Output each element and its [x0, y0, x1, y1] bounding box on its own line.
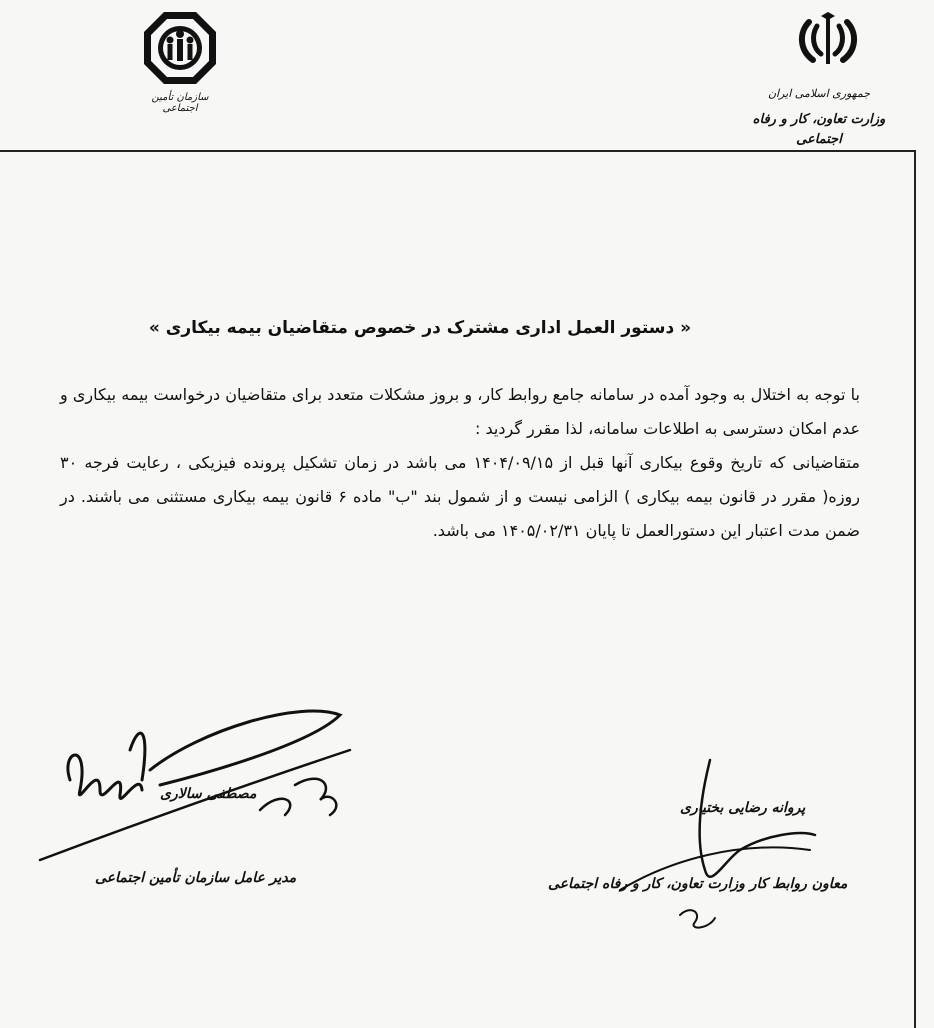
left-signatory-name: مصطفی سالاری: [160, 786, 257, 802]
paragraph-2: متقاضیانی که تاریخ وقوع بیکاری آنها قبل از ۱۴۰۴/۰۹/۱۵ می باشد در زمان تشکیل پرونده فیزیکی ، رعایت فرجه ۳۰ روزه( مقرر در قانون بیمه بیکاری ) الزامی نیست و از شمول بند "ب" ماده ۶ قانون بیمه بیکاری مستثنی می باشند. در ضمن مدت اعتبار این دستورالعمل تا پایان ۱۴۰۵/۰۲/۳۱ می باشد.: [60, 453, 860, 540]
tamin-ejtemaei-logo-icon: [140, 8, 220, 88]
org-caption: سازمان تأمین اجتماعی: [151, 92, 209, 114]
left-signatory-title: مدیر عامل سازمان تأمین اجتماعی: [95, 870, 297, 886]
right-signatory-title: معاون روابط کار وزارت تعاون، کار و رفاه اجتماعی: [548, 876, 848, 892]
government-line: جمهوری اسلامی ایران: [767, 87, 871, 100]
government-header: [734, 78, 904, 156]
right-signature-icon: [590, 740, 830, 940]
iran-emblem-icon: [795, 10, 861, 70]
document-body: [60, 378, 860, 548]
page-edge: [914, 150, 916, 1028]
right-signatory-name: پروانه رضایی بختیاری: [680, 800, 806, 816]
ministry-line: وزارت تعاون، کار و رفاه اجتماعی: [752, 112, 886, 147]
document-title: « دستور العمل اداری مشترک در خصوص متقاضیان بیمه بیکاری »: [148, 318, 692, 338]
paragraph-1: با توجه به اختلال به وجود آمده در سامانه جامع روابط کار، و بروز مشکلات متعدد برای متقاضیان درخواست بیمه بیکاری و عدم امکان دسترسی به اطلاعات سامانه، لذا مقرر گردید :: [60, 385, 860, 438]
